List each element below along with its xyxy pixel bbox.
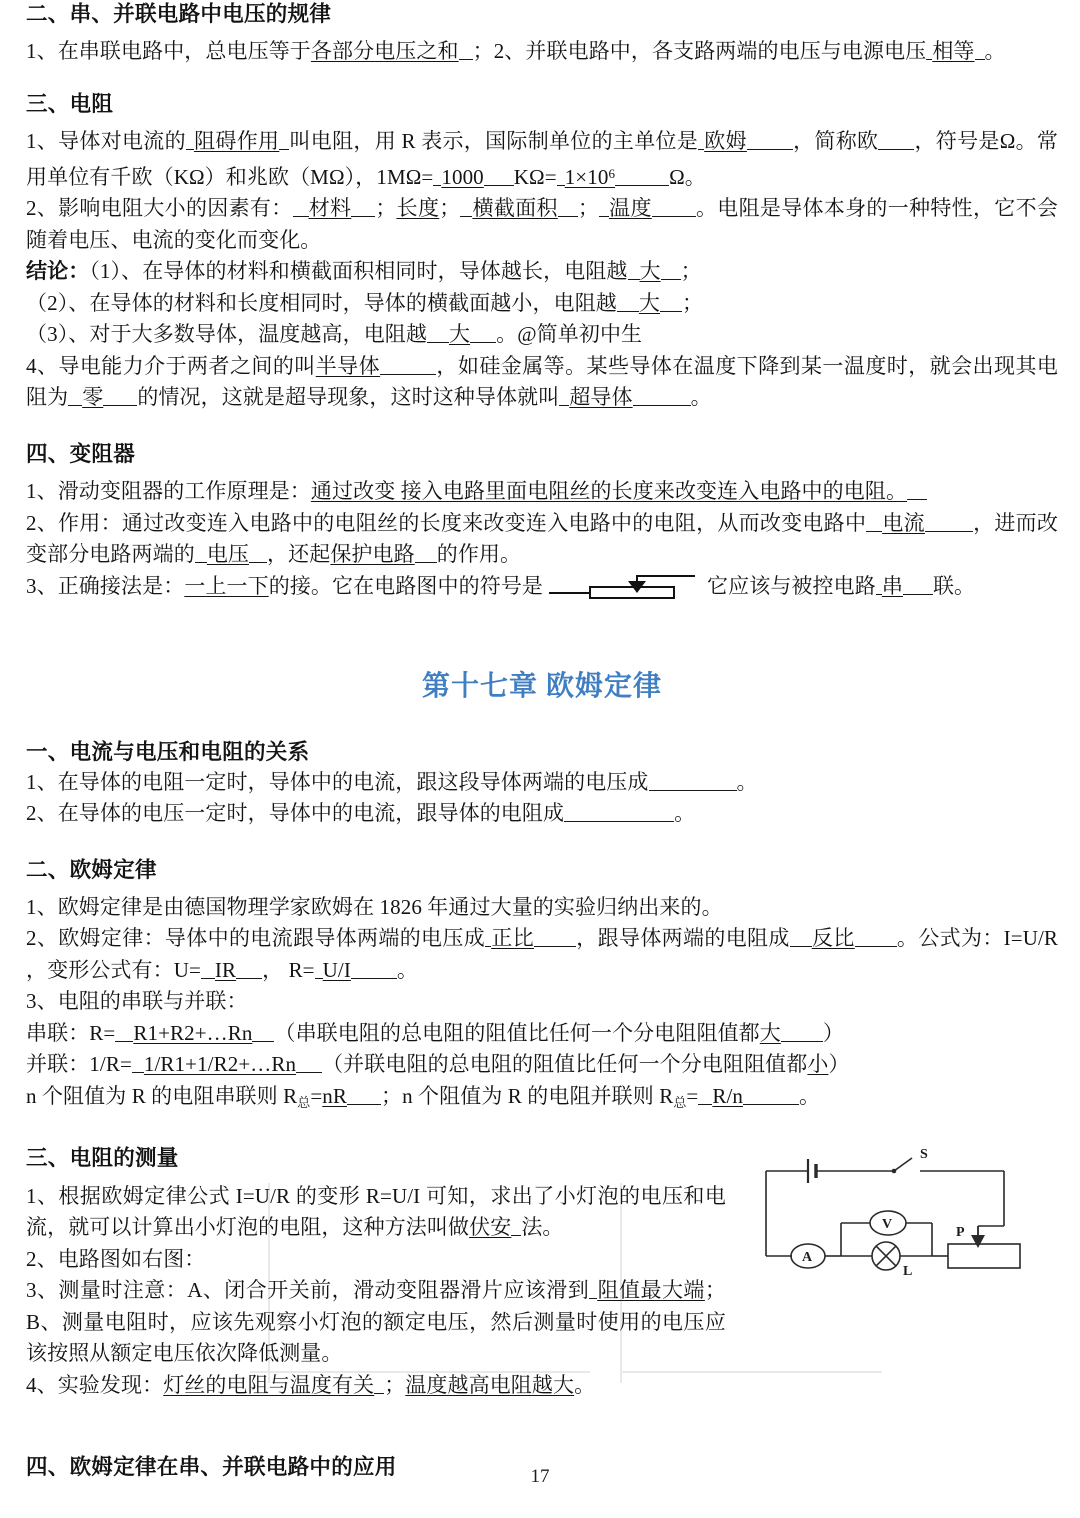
- text-run: 。: [396, 957, 419, 982]
- answer-blank-tail: [558, 216, 578, 217]
- answer-blank-head: [427, 342, 449, 343]
- text-run: ，如硅金属等。某些导体在温度下降到某一温度时，就会出现其电阻为: [26, 353, 1058, 410]
- paragraph-resistance-2: [26, 193, 1058, 256]
- answer-blank: 超导体: [569, 385, 633, 410]
- answer-blank-head: [186, 149, 194, 150]
- text-run: 。: [574, 1372, 596, 1397]
- answer-blank: 伏安: [469, 1215, 512, 1240]
- paragraph-parallel-resistance: [26, 1049, 1058, 1081]
- circuit-diagram: [752, 1138, 1072, 1318]
- text-run: n 个阻值为 R 的电阻串联则 R: [26, 1083, 298, 1108]
- answer-blank-tail: [747, 149, 793, 150]
- paragraph-resistance-conclusion-1: [26, 256, 1058, 288]
- text-run: 3、正确接法是：: [26, 573, 185, 598]
- text-run: KΩ=: [513, 164, 557, 189]
- text-run: 2、作用：通过改变连入电路中的电阻丝的长度来改变连入电路中的电阻，从而改变电路中: [26, 510, 867, 535]
- answer-blank-tail: [484, 185, 514, 186]
- answer-blank-tail: [380, 374, 436, 375]
- text-run: 2、影响电阻大小的因素有：: [26, 196, 293, 221]
- text-run: ；B、测量电阻时，应该先观察小灯泡的额定电压，然后测量时使用的电压应该按照从额定电压依次降低测量。: [26, 1278, 726, 1366]
- text-run: 2、欧姆定律：导体中的电流跟导体两端的电压成: [26, 926, 486, 951]
- text-run: 。@简单初中生: [496, 322, 643, 347]
- answer-blank-tail: [236, 978, 262, 979]
- answer-blank: R1+R2+…Rn: [133, 1020, 253, 1045]
- answer-blank-head: [201, 978, 215, 979]
- text-run: 2、在导体的电压一定时，导体中的电流，跟导体的电阻成: [26, 801, 565, 825]
- text-run: （3）、对于大多数导体，温度越高，电阻越: [26, 322, 427, 347]
- answer-blank-tail: [925, 531, 973, 532]
- text-run: 的情况，这就是超导现象，这时这种导体就叫: [137, 385, 560, 410]
- answer-blank: 小: [807, 1052, 829, 1077]
- answer-blank-head: [68, 405, 82, 406]
- answer-blank: 通过改变 接入电路里面电阻丝的长度来改变连入电路中的电阻。: [310, 479, 908, 504]
- answer-blank: R/n: [712, 1083, 744, 1108]
- subscript-total: 总: [297, 1094, 311, 1110]
- text-run: 叫电阻，用 R 表示，国际制单位的主单位是: [289, 129, 699, 154]
- answer-blank-tail: [975, 59, 985, 60]
- answer-blank-tail: [511, 1235, 521, 1236]
- answer-blank-head: [866, 531, 882, 532]
- answer-blank-empty: [649, 790, 737, 791]
- text-run: ；: [384, 1372, 406, 1397]
- answer-blank: 各部分电压之和: [310, 39, 459, 64]
- text-run: ；: [439, 196, 461, 221]
- text-run: 4、实验发现：: [26, 1372, 164, 1397]
- text-run: 。: [984, 39, 1006, 64]
- answer-blank-head: [559, 405, 569, 406]
- answer-blank: 零: [82, 385, 104, 410]
- text-run: =: [686, 1083, 699, 1108]
- text-run: ， R=: [262, 957, 315, 982]
- answer-blank-head: [293, 216, 309, 217]
- text-run: ，符号是Ω。常用单位有千欧（KΩ）和兆欧（MΩ），1MΩ=: [26, 129, 1059, 189]
- label-voltmeter: V: [882, 1217, 893, 1232]
- chapter-title: 第十七章 欧姆定律: [421, 671, 662, 703]
- answer-blank-tail: [351, 978, 397, 979]
- answer-base: 1×10: [564, 164, 609, 189]
- text-run: （串联电阻的总电阻的阻值比任何一个分电阻阻值都: [274, 1020, 760, 1045]
- answer-blank-tail: [279, 149, 289, 150]
- text-run: ，跟导体两端的电阻成: [576, 926, 790, 951]
- paragraph-series-resistance: [26, 1018, 1058, 1050]
- heading-ohm-law: 二、欧姆定律: [26, 857, 157, 882]
- text-run: 的接。它在电路图中的符号是: [268, 573, 544, 598]
- answer-blank-tail: [249, 562, 267, 563]
- answer-blank: 阻碍作用: [193, 129, 280, 154]
- heading-voltage-rules: 二、串、并联电路中电压的规律: [26, 2, 332, 26]
- paragraph-rheostat-2: [26, 508, 1058, 571]
- answer-blank: 相等: [932, 39, 975, 64]
- paragraph-iur-2: [26, 798, 1058, 830]
- text-run: 法。: [521, 1215, 564, 1240]
- paragraph-resistance-4: [26, 351, 1058, 414]
- label-lamp: L: [903, 1264, 913, 1279]
- paragraph-resistance-1: [26, 126, 1058, 193]
- answer-blank-tail: [470, 342, 496, 343]
- answer-blank-tail: [660, 311, 682, 312]
- answer-blank: 保护电路: [330, 542, 415, 567]
- paragraph-rheostat-3: [26, 571, 1058, 603]
- answer-blank: 横截面积: [472, 196, 558, 221]
- answer-blank-head: [589, 1298, 597, 1299]
- text-run: ；: [682, 290, 704, 315]
- heading-ohm-law-application: 四、欧姆定律在串、并联电路中的应用: [26, 1455, 397, 1480]
- text-run: 。: [736, 769, 758, 794]
- answer-blank: 大: [638, 290, 661, 315]
- paragraph-measure-2: 2、电路图如右图：: [26, 1246, 206, 1271]
- text-run: 1、根据欧姆定律公式 I=U/R 的变形 R=U/I 可知，求出了小灯泡的电压和电流，就可以计算出小灯泡的电阻，这种方法叫做: [26, 1183, 726, 1240]
- text-run: 的作用。: [436, 542, 522, 567]
- answer-blank: 半导体: [315, 353, 381, 378]
- answer-blank-head: [617, 311, 639, 312]
- chapter-title-block: [26, 664, 1058, 704]
- heading-resistance-measurement: 三、电阻的测量: [26, 1146, 179, 1171]
- text-run: Ω。: [669, 164, 706, 189]
- answer-blank: 灯丝的电阻与温度有关: [163, 1372, 375, 1397]
- answer-blank: 温度越高电阻越大: [405, 1372, 575, 1397]
- answer-blank-head: [315, 978, 323, 979]
- answer-blank: 大: [449, 322, 471, 347]
- paragraph-ohm-3: 3、电阻的串联与并联：: [26, 989, 248, 1014]
- answer-blank-head: [628, 279, 640, 280]
- rheostat-symbol-icon: [549, 573, 701, 599]
- label-ammeter: A: [802, 1250, 813, 1265]
- paragraph-measure-1: [26, 1181, 726, 1244]
- text-run: 它应该与被控电路: [707, 573, 876, 598]
- answer-blank: 1/R1+1/R2+…Rn: [143, 1052, 297, 1077]
- answer-blank-tail: [374, 1393, 384, 1394]
- answer-blank-tail: [347, 1104, 381, 1105]
- text-run: 。: [674, 801, 696, 825]
- answer-blank: 欧姆: [704, 129, 747, 154]
- answer-blank-tail: [615, 185, 669, 186]
- text-run: 。: [690, 385, 712, 410]
- text-run: 4、导电能力介于两者之间的叫: [26, 353, 316, 378]
- text-run: ）: [828, 1052, 850, 1077]
- label-switch: S: [920, 1147, 928, 1162]
- text-run: ，进而改变部分电路两端的: [26, 510, 1059, 567]
- answer-blank: IR: [214, 957, 237, 982]
- answer-blank-empty: [564, 821, 674, 822]
- answer-blank-tail: [459, 59, 473, 60]
- answer-blank-tail: [781, 1041, 823, 1042]
- answer-blank-head: [698, 1104, 712, 1105]
- answer-blank-tail: [661, 279, 681, 280]
- heading-iur-relation: 一、电流与电压和电阻的关系: [26, 740, 310, 765]
- text-run: （1）、在导体的材料和横截面积相同时，导体越长，电阻越: [89, 259, 628, 284]
- paragraph-resistance-conclusion-2: [26, 288, 1058, 320]
- answer-blank: 阻值最大端: [597, 1278, 705, 1303]
- text-run: 3、测量时注意：A、闭合开关前，滑动变阻器滑片应该滑到: [26, 1278, 590, 1303]
- text-run: （并联电阻的总电阻的阻值比任何一个分电阻阻值都: [322, 1052, 808, 1077]
- heading-rheostat: 四、变阻器: [26, 441, 136, 466]
- text-run: ；: [577, 196, 599, 221]
- text-run: ；2、并联电路中，各支路两端的电压与电源电压: [472, 39, 927, 64]
- answer-blank-head: [557, 185, 565, 186]
- answer-blank-tail: [743, 1104, 799, 1105]
- answer-blank: 1000: [441, 164, 484, 189]
- paragraph-ohm-1: 1、欧姆定律是由德国物理学家欧姆在 1826 年通过大量的实验归纳出来的。: [26, 894, 723, 919]
- answer-blank-head: [195, 562, 207, 563]
- answer-blank: 一上一下: [184, 573, 269, 598]
- text-run: ；: [680, 259, 702, 284]
- text-run: 1、导体对电流的: [26, 129, 186, 154]
- answer-blank-tail: [351, 216, 375, 217]
- text-run: ；n 个阻值为 R 的电阻并联则 R: [381, 1083, 674, 1108]
- answer-blank: 长度: [396, 196, 440, 221]
- answer-blank-tail: [855, 946, 897, 947]
- answer-blank: [565, 165, 615, 189]
- text-run: 联。: [932, 573, 976, 598]
- answer-blank-tail: [252, 1041, 274, 1042]
- text-run: 。公式为：I=U/R ，变形公式有：U=: [26, 926, 1059, 982]
- text-run: 串联：R=: [26, 1020, 116, 1045]
- paragraph-rheostat-1: [26, 476, 1058, 508]
- paragraph-n-equal-resistors: [26, 1081, 1058, 1119]
- answer-blank: 电压: [206, 542, 250, 567]
- answer-blank-empty: [878, 149, 914, 150]
- paragraph-resistance-conclusion-3: [26, 319, 1058, 351]
- answer-blank-head: [132, 1072, 144, 1073]
- answer-blank: 串: [881, 573, 903, 598]
- answer-blank: 温度: [608, 196, 652, 221]
- page-number: 17: [530, 1466, 550, 1487]
- text-run: 1、在导体的电阻一定时，导体中的电流，跟这段导体两端的电压成: [26, 769, 649, 794]
- answer-blank: U/I: [322, 957, 351, 982]
- text-run: ）: [822, 1020, 844, 1045]
- paragraph-voltage-rule-1: [26, 36, 1058, 68]
- heading-resistance: 三、电阻: [26, 91, 114, 116]
- answer-blank: 正比: [491, 926, 535, 951]
- answer-blank: 材料: [308, 196, 352, 221]
- answer-blank-head: [790, 946, 812, 947]
- measurement-text-column: [26, 1181, 726, 1402]
- text-run: 。电阻是导体本身的一种特性，它不会随着电压、电流的变化而变化。: [26, 196, 1058, 252]
- answer-blank-head: [460, 216, 472, 217]
- answer-blank-head: [599, 216, 609, 217]
- answer-exponent: 6: [608, 165, 616, 181]
- answer-blank-tail: [415, 562, 437, 563]
- text-run: ，简称欧: [792, 129, 879, 154]
- label-slider: P: [956, 1225, 965, 1240]
- paragraph-measure-3: [26, 1275, 726, 1370]
- answer-blank-tail: [633, 405, 691, 406]
- answer-blank: 电流: [882, 510, 925, 535]
- paragraph-ohm-2: [26, 923, 1058, 986]
- paragraph-iur-1: [26, 767, 1058, 799]
- answer-blank-tail: [103, 405, 137, 406]
- answer-blank-tail: [652, 216, 696, 217]
- text-run: ，还起: [267, 542, 331, 567]
- conclusion-label: 结论：: [26, 259, 90, 284]
- text-run: 1、在串联电路中，总电压等于: [26, 39, 311, 64]
- subscript-total: 总: [673, 1094, 687, 1110]
- answer-blank-tail: [296, 1072, 322, 1073]
- text-run: 1、滑动变阻器的工作原理是：: [26, 479, 311, 504]
- paragraph-measure-4: [26, 1370, 726, 1402]
- text-run: 并联：1/R=: [26, 1052, 132, 1077]
- answer-blank-tail: [534, 946, 576, 947]
- text-run: ；: [375, 196, 397, 221]
- answer-blank: 大: [759, 1020, 781, 1045]
- answer-blank-tail: [903, 594, 933, 595]
- text-run: （2）、在导体的材料和长度相同时，导体的横截面越小，电阻越: [26, 290, 617, 315]
- text-run: 。: [799, 1083, 821, 1108]
- answer-blank-tail: [907, 499, 927, 500]
- answer-blank: 大: [639, 259, 661, 284]
- answer-blank: 反比: [811, 926, 855, 951]
- answer-blank: nR: [322, 1083, 347, 1108]
- text-run: =: [310, 1083, 323, 1108]
- answer-blank-head: [115, 1041, 133, 1042]
